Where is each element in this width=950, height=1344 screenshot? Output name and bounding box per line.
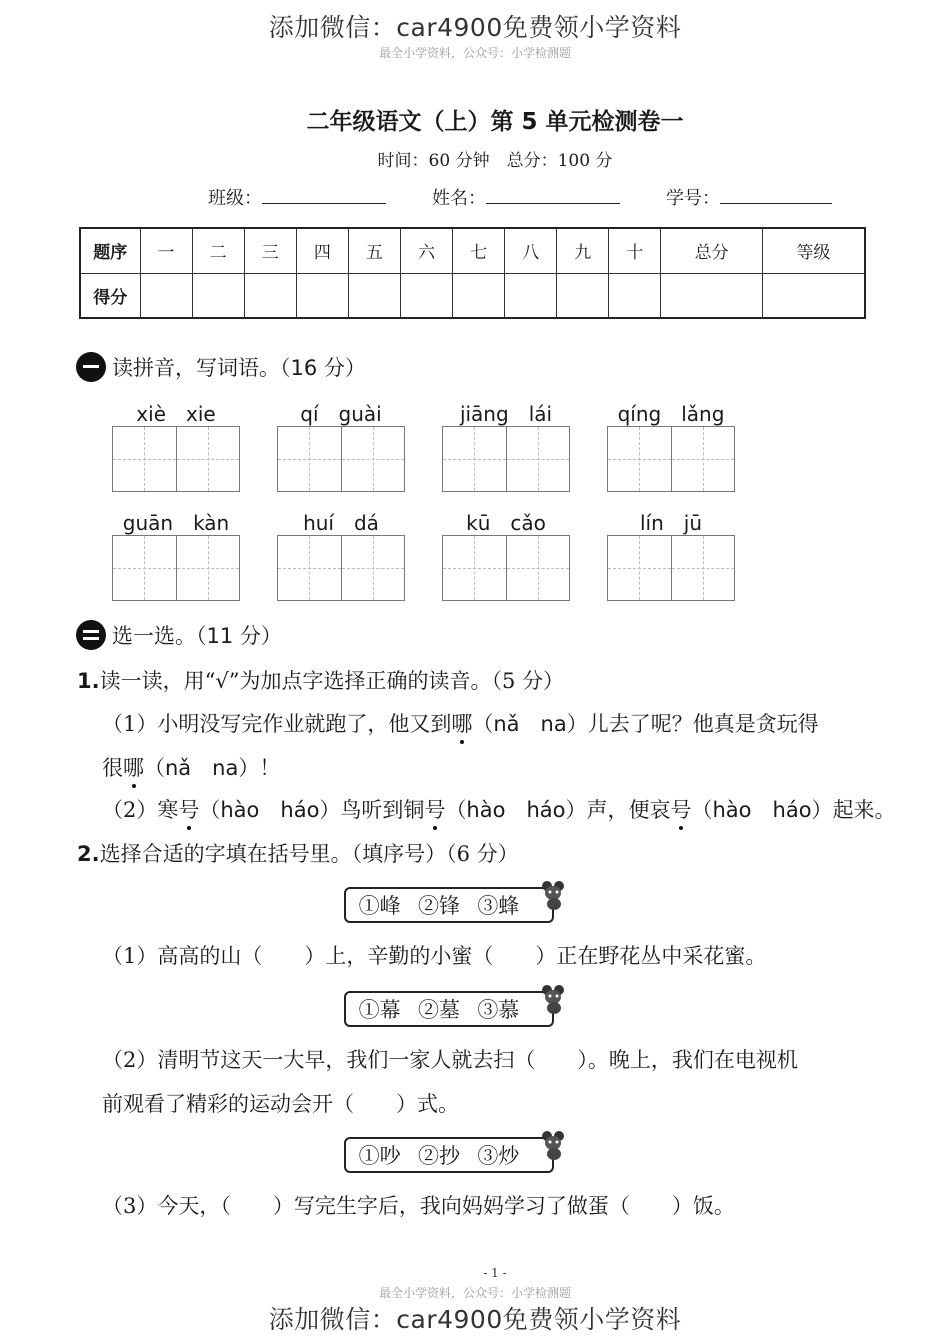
col-2: 二	[192, 228, 244, 273]
pinyin-label: guān kàn	[122, 511, 230, 535]
writing-grid[interactable]	[277, 426, 405, 492]
score-cell[interactable]	[453, 273, 505, 318]
class-label: 班级：	[208, 188, 262, 209]
score-cell[interactable]	[762, 273, 865, 318]
watermark-top: 添加微信：car4900免费领小学资料	[268, 13, 682, 42]
top-faint-note: 最全小学资料，公众号：小学检测题	[378, 46, 571, 60]
score-table-score-row	[80, 273, 865, 318]
score-cell[interactable]	[140, 273, 192, 318]
pinyin-choice[interactable]: （nǎ na）	[472, 712, 588, 736]
question-2-item-3[interactable]: （3）今天，（ ）写完生字后，我向妈妈学习了做蛋（ ）饭。	[102, 1194, 735, 1218]
koala-icon	[540, 1130, 566, 1160]
dotted-char: 号	[178, 798, 200, 822]
watermark-bottom: 添加微信：car4900免费领小学资料	[268, 1305, 682, 1334]
dotted-char: 哪	[451, 712, 473, 736]
score-table-head: 题序	[80, 228, 140, 273]
choice-box-3: ①吵 ②抄 ③炒	[344, 1137, 554, 1173]
writing-grid[interactable]	[112, 426, 240, 492]
writing-grid[interactable]	[607, 426, 735, 492]
writing-grid[interactable]	[607, 535, 735, 601]
question-1-prompt: 1.读一读，用“√”为加点字选择正确的读音。（5 分）	[77, 669, 564, 693]
question-2-item-2-cont[interactable]: 前观看了精彩的运动会开（ ）式。	[102, 1092, 459, 1116]
score-cell[interactable]	[661, 273, 762, 318]
number-field[interactable]	[666, 184, 832, 210]
question-2-prompt: 2.选择合适的字填在括号里。（填序号）（6 分）	[77, 842, 519, 866]
number-label: 学号：	[666, 188, 720, 209]
col-5: 五	[348, 228, 400, 273]
section-1-heading	[76, 352, 366, 382]
name-field[interactable]	[432, 184, 620, 210]
col-1: 一	[140, 228, 192, 273]
bottom-faint-note: 最全小学资料，公众号：小学检测题	[378, 1286, 571, 1300]
page-title: 二年级语文（上）第 5 单元检测卷一	[306, 109, 684, 135]
score-table	[79, 227, 866, 319]
score-row-head: 得分	[80, 273, 140, 318]
pinyin-label: qíng lǎng	[617, 402, 725, 426]
writing-grid[interactable]	[277, 535, 405, 601]
choice-box-1: ①峰 ②锋 ③蜂	[344, 887, 554, 923]
question-2-item-2[interactable]: （2）清明节这天一大早，我们一家人就去扫（ ）。晚上，我们在电视机	[102, 1048, 798, 1072]
pinyin-choice[interactable]: （hào háo）	[199, 798, 341, 822]
col-4: 四	[296, 228, 348, 273]
score-cell[interactable]	[609, 273, 661, 318]
score-cell[interactable]	[557, 273, 609, 318]
col-10: 十	[609, 228, 661, 273]
dotted-char: 号	[670, 798, 692, 822]
writing-grid[interactable]	[442, 426, 570, 492]
pinyin-choice[interactable]: （hào háo）	[445, 798, 587, 822]
pinyin-label: jiāng lái	[459, 402, 553, 426]
section-1-badge-icon	[76, 352, 106, 382]
pinyin-choice[interactable]: （hào háo）	[691, 798, 833, 822]
score-table-header-row	[80, 228, 865, 273]
col-6: 六	[400, 228, 452, 273]
col-grade: 等级	[762, 228, 865, 273]
score-cell[interactable]	[244, 273, 296, 318]
writing-grid[interactable]	[112, 535, 240, 601]
choice-box-2: ①幕 ②墓 ③慕	[344, 991, 554, 1027]
writing-grid[interactable]	[442, 535, 570, 601]
score-cell[interactable]	[400, 273, 452, 318]
question-2-item-1[interactable]: （1）高高的山（ ）上，辛勤的小蜜（ ）正在野花丛中采花蜜。	[102, 944, 767, 968]
koala-icon	[540, 984, 566, 1014]
section-2-title: 选一选。（11 分）	[112, 624, 282, 648]
col-8: 八	[505, 228, 557, 273]
dotted-char: 哪	[123, 756, 144, 780]
score-cell[interactable]	[505, 273, 557, 318]
dotted-char: 号	[424, 798, 446, 822]
class-field[interactable]	[208, 184, 386, 210]
score-cell[interactable]	[296, 273, 348, 318]
pinyin-choice[interactable]: （nǎ na）！	[144, 756, 281, 780]
question-1-item-2: （2）寒号（hào háo）鸟听到铜号（hào háo）声，便哀号（hào háo）起来。	[102, 798, 896, 822]
col-9: 九	[557, 228, 609, 273]
score-cell[interactable]	[192, 273, 244, 318]
pinyin-label: kū cǎo	[466, 511, 546, 535]
pinyin-label: qí guài	[300, 402, 382, 426]
pinyin-label: xiè xie	[136, 402, 216, 426]
col-7: 七	[453, 228, 505, 273]
col-total: 总分	[661, 228, 762, 273]
name-label: 姓名：	[432, 188, 486, 209]
col-3: 三	[244, 228, 296, 273]
koala-icon	[540, 880, 566, 910]
page-number: - 1 -	[483, 1266, 507, 1280]
section-2-badge-icon	[76, 620, 106, 650]
exam-time-score: 时间：60 分钟 总分：100 分	[377, 151, 613, 171]
score-cell[interactable]	[348, 273, 400, 318]
section-2-heading	[76, 620, 282, 650]
question-1-item-1: （1）小明没写完作业就跑了，他又到哪（nǎ na）儿去了呢？他真是贪玩得	[102, 712, 819, 736]
pinyin-label: lín jū	[639, 511, 703, 535]
pinyin-label: huí dá	[303, 511, 379, 535]
section-1-title: 读拼音，写词语。（16 分）	[112, 356, 366, 380]
question-1-item-1-cont: 很哪（nǎ na）！	[102, 756, 281, 780]
